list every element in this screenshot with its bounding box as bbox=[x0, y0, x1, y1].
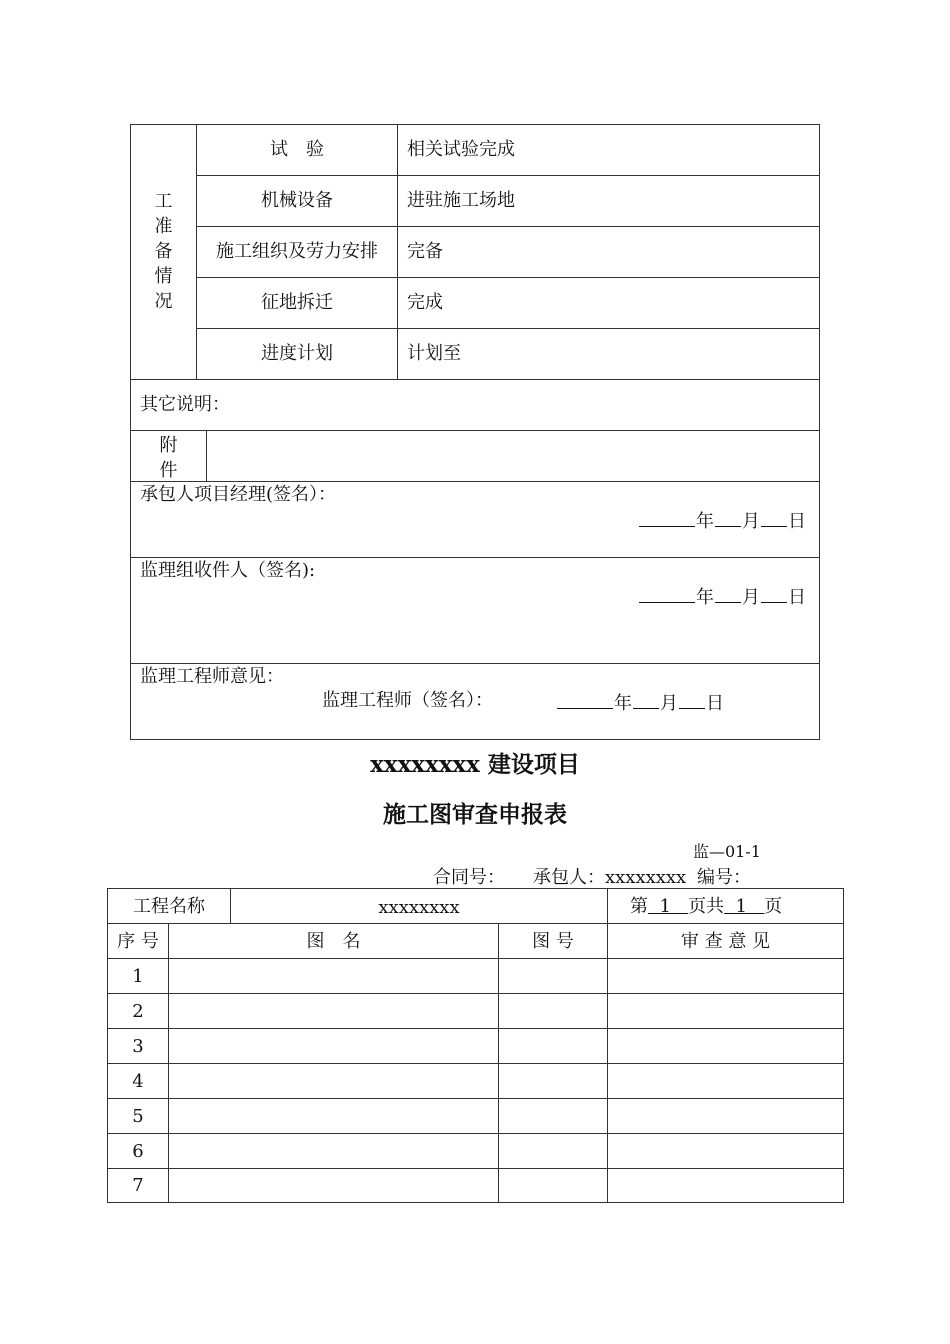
header-serial: 序 号 bbox=[117, 931, 159, 952]
form-title: 施工图审查申报表 bbox=[383, 801, 567, 828]
page-count bbox=[630, 898, 782, 916]
readiness-item-test: 试 验 bbox=[270, 139, 324, 160]
row-number: 7 bbox=[132, 1175, 144, 1196]
engineer-date bbox=[556, 692, 724, 713]
contractor-date bbox=[638, 510, 806, 531]
contract-number-label: 合同号： bbox=[433, 867, 505, 888]
other-notes-label: 其它说明： bbox=[140, 394, 230, 415]
contractor-label: 承包人：xxxxxxxx bbox=[533, 867, 687, 888]
readiness-value-land: 完成 bbox=[407, 292, 443, 313]
row-number: 6 bbox=[132, 1141, 144, 1162]
date-year-label: 年 bbox=[696, 587, 714, 608]
project-name-value: xxxxxxxx bbox=[378, 897, 460, 918]
attachment-char: 附 bbox=[159, 435, 178, 456]
serial-number-label: 编号： bbox=[697, 867, 751, 888]
side-label-char: 况 bbox=[154, 291, 173, 312]
attachment-char: 件 bbox=[159, 460, 178, 481]
readiness-value-equipment: 进驻施工场地 bbox=[407, 190, 515, 211]
date-year-label: 年 bbox=[696, 511, 714, 532]
date-day-label: 日 bbox=[788, 511, 806, 532]
date-day-label: 日 bbox=[706, 693, 724, 714]
page-mid: 页共 bbox=[688, 896, 725, 917]
page-prefix: 第 bbox=[630, 896, 648, 917]
readiness-value-organization: 完备 bbox=[407, 241, 443, 262]
row-number: 2 bbox=[132, 1001, 144, 1022]
readiness-item-land: 征地拆迁 bbox=[261, 292, 333, 313]
date-month-label: 月 bbox=[742, 511, 760, 532]
date-month-label: 月 bbox=[660, 693, 678, 714]
side-label-char: 工 bbox=[154, 191, 173, 212]
supervision-receiver-label: 监理组收件人（签名): bbox=[140, 560, 316, 581]
project-name-label: 工程名称 bbox=[133, 896, 205, 917]
side-label-char: 情 bbox=[154, 266, 173, 287]
row-number: 1 bbox=[132, 966, 144, 987]
readiness-value-schedule: 计划至 bbox=[407, 343, 461, 364]
engineer-opinion-label: 监理工程师意见： bbox=[140, 666, 284, 687]
date-day-label: 日 bbox=[788, 587, 806, 608]
readiness-value-test: 相关试验完成 bbox=[407, 139, 515, 160]
page-current: 1 bbox=[659, 896, 671, 917]
form-code: 监—01-1 bbox=[693, 842, 761, 861]
side-label-char: 准 bbox=[154, 216, 173, 237]
receiver-date bbox=[638, 586, 806, 607]
header-review-opinion: 审 查 意 见 bbox=[680, 931, 771, 952]
header-drawing-number: 图 号 bbox=[532, 931, 574, 952]
readiness-item-equipment: 机械设备 bbox=[261, 190, 333, 211]
date-month-label: 月 bbox=[742, 587, 760, 608]
contractor-manager-label: 承包人项目经理(签名）： bbox=[140, 484, 337, 505]
project-title: xxxxxxxx 建设项目 bbox=[370, 751, 580, 778]
row-number: 4 bbox=[132, 1071, 144, 1092]
date-year-label: 年 bbox=[614, 693, 632, 714]
row-number: 3 bbox=[132, 1036, 144, 1057]
header-drawing-name: 图 名 bbox=[306, 931, 361, 952]
readiness-side-label bbox=[131, 189, 196, 314]
attachment-label bbox=[131, 433, 206, 483]
page-total: 1 bbox=[735, 896, 747, 917]
readiness-item-schedule: 进度计划 bbox=[261, 343, 333, 364]
engineer-sign-label: 监理工程师（签名）： bbox=[322, 690, 493, 711]
row-number: 5 bbox=[132, 1106, 144, 1127]
page-suffix: 页 bbox=[764, 896, 783, 917]
side-label-char: 备 bbox=[154, 241, 173, 262]
readiness-item-organization: 施工组织及劳力安排 bbox=[216, 241, 378, 262]
